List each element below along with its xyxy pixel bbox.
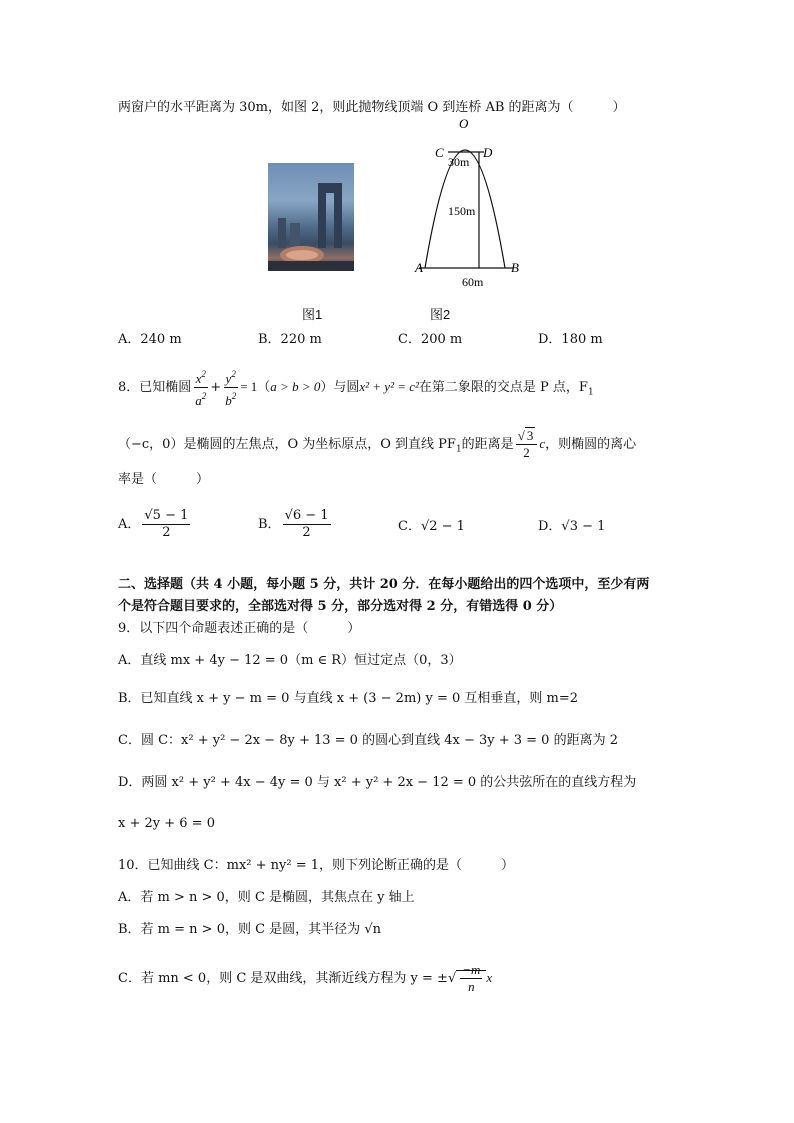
q7-option-b[interactable]: B．220 m — [258, 332, 322, 347]
q8-option-d[interactable]: D．√3 − 1 — [538, 519, 606, 534]
section-2-header-line-1: 二、选择题（共 4 小题，每小题 5 分，共计 20 分．在每小题给出的四个选项中，至少有两 — [118, 577, 650, 592]
label-b: B — [511, 260, 519, 275]
q10-stem: 10．已知曲线 C：mx² + ny² = 1，则下列论断正确的是（ ） — [118, 858, 515, 873]
figure-1-photo — [268, 163, 354, 271]
q8-option-a[interactable]: A． $\frac{√5 - 1}{2}$ — [118, 508, 189, 540]
q9-stem: 9．以下四个命题表述正确的是（ ） — [118, 621, 361, 636]
label-c: C — [435, 145, 444, 160]
label-height: 150m — [448, 204, 476, 218]
q10-option-c[interactable]: C．若 mn < 0，则 C 是双曲线，其渐近线方程为 y = ±√ $\frac{-m}{n}$ x — [118, 962, 493, 994]
q8-option-c[interactable]: C．√2 − 1 — [398, 519, 465, 534]
q10-option-a[interactable]: A．若 m > n > 0，则 C 是椭圆，其焦点在 y 轴上 — [118, 890, 415, 905]
q7-stem-tail: 两窗户的水平距离为 30m，如图 2，则此抛物线顶端 O 到连桥 AB 的距离为（ ） — [118, 100, 626, 115]
label-a: A — [415, 260, 423, 275]
q9-option-d-equation: x + 2y + 6 = 0 — [118, 816, 215, 831]
figure-2-parabola — [405, 112, 540, 297]
q8-line-3: 率是（ ） — [118, 472, 210, 487]
q8-line-1: 8．已知椭圆 $\frac{x^2}{a^2}$ + $\frac{y^2}{b^2}$ = 1（a > b > 0）与圆x² + y² = c²在第二象限的交点是 P 点，$F_1$ — [118, 366, 594, 409]
q8-option-b[interactable]: B． $\frac{√6 - 1}{2}$ — [258, 508, 329, 540]
q7-option-d[interactable]: D．180 m — [538, 332, 603, 347]
q9-option-d[interactable]: D．两圆 x² + y² + 4x − 4y = 0 与 x² + y² + 2x − 12 = 0 的公共弦所在的直线方程为 — [118, 775, 637, 790]
figure-2-caption: 图2 — [430, 307, 451, 322]
ellipse-term-y: $\frac{y^2}{b^2}$ — [223, 366, 238, 409]
label-d: D — [483, 145, 493, 160]
label-o: O — [459, 116, 469, 131]
q7-option-a[interactable]: A．240 m — [118, 332, 182, 347]
q8-prefix: 8．已知椭圆 — [118, 380, 192, 395]
ellipse-term-x: $\frac{x^2}{a^2}$ — [193, 366, 208, 409]
q8-condition: a > b > 0 — [270, 379, 321, 394]
section-2-header-line-2: 个是符合题目要求的，全部选对得 5 分，部分选对得 2 分，有错选得 0 分） — [118, 599, 563, 614]
q7-option-c[interactable]: C．200 m — [398, 332, 463, 347]
figure-1-caption: 图1 — [302, 307, 323, 322]
q9-option-a[interactable]: A．直线 mx + 4y − 12 = 0（m ∈ R）恒过定点（0，3） — [118, 653, 462, 668]
label-ab-length: 60m — [462, 275, 484, 289]
q8-circle: x² + y² = c² — [359, 379, 419, 394]
label-cd-length: 30m — [448, 155, 470, 169]
q10-option-b[interactable]: B．若 m = n > 0，则 C 是圆，其半径为 √n — [118, 922, 381, 937]
q9-option-c[interactable]: C．圆 C：x² + y² − 2x − 8y + 13 = 0 的圆心到直线 4x − 3y + 3 = 0 的距离为 2 — [118, 733, 618, 748]
q8-line-2: （−c，0）是椭圆的左焦点，O 为坐标原点，O 到直线 $PF_1$的距离是 $\frac{√ 3}{2}$ c，则椭圆的离心 — [118, 428, 637, 460]
q9-option-b[interactable]: B．已知直线 x + y − m = 0 与直线 x + (3 − 2m) y = 0 互相垂直，则 m=2 — [118, 691, 579, 706]
skyline-illustration — [268, 163, 354, 271]
distance-fraction: $\frac{√ 3}{2}$ — [516, 428, 538, 461]
asymptote-fraction: $\frac{-m}{n}$ — [462, 962, 481, 994]
